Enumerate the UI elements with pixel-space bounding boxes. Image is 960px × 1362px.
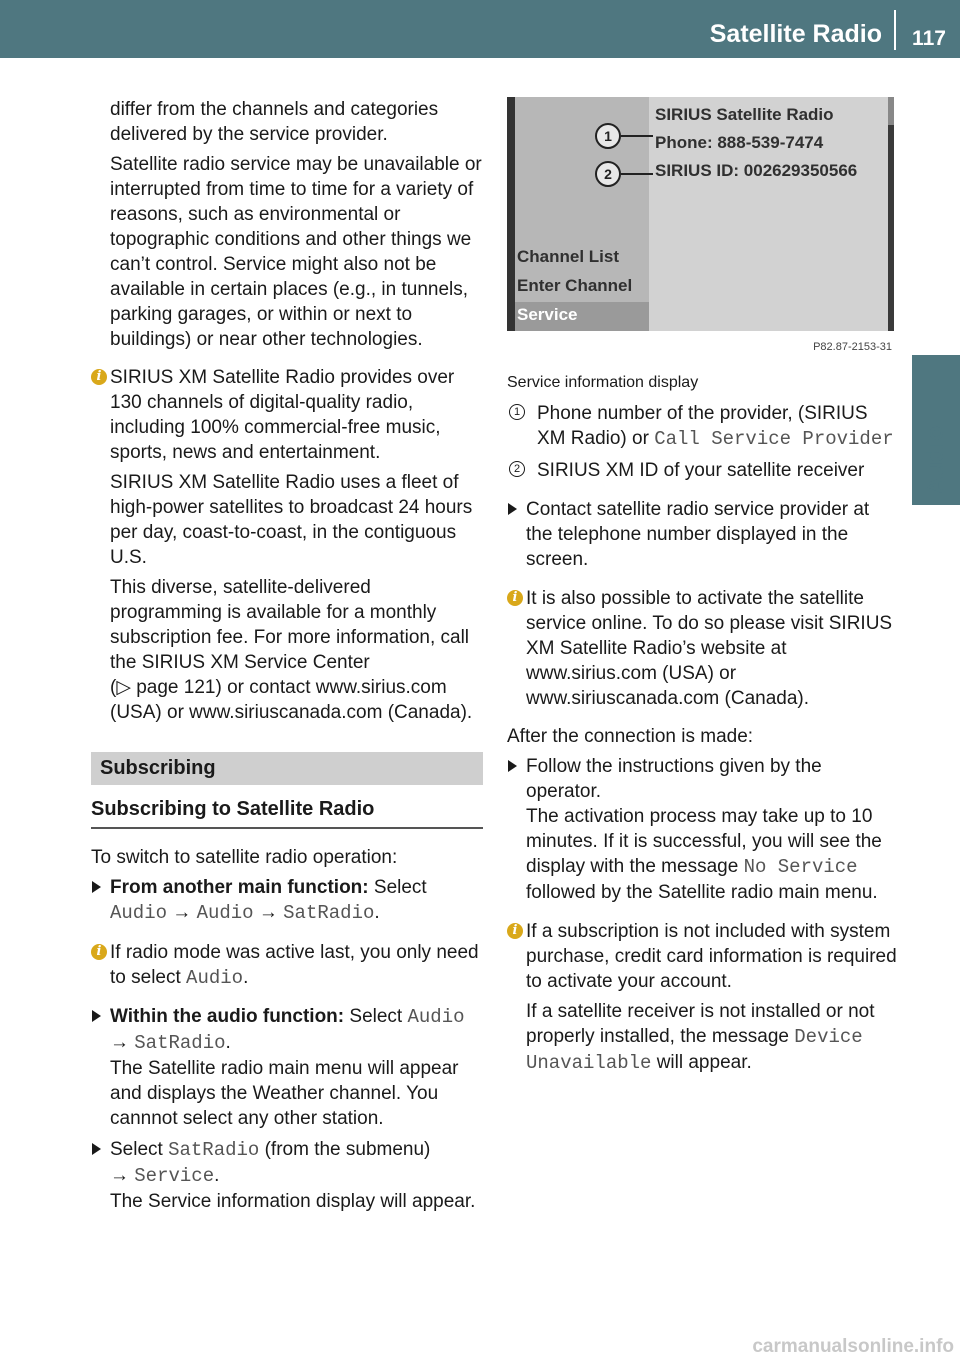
menu-path: SatRadio [168,1139,260,1161]
intro-text: differ from the channels and categories delivered by the service provider. [110,99,439,145]
page-number: 117 [912,27,946,50]
step-arrow-icon [92,1010,101,1022]
side-tab-label [912,415,960,505]
info-icon: i [91,944,107,960]
right-column [507,370,899,1081]
legend-item [507,458,899,483]
step-label: Within the audio function: [110,1006,345,1027]
step-text: Select [373,877,427,898]
screen-menu-item: Enter Channel [517,276,633,295]
step-item [91,1004,483,1131]
screen-sirius-id: SIRIUS ID: 002629350566 [655,161,858,180]
path-end: . [225,1032,231,1053]
step-detail: The Satellite radio main menu will appear and displays the Weather channel. You cannnot select any other station. [110,1058,459,1129]
info-text: It is also possible to activate the satellite service online. To do so please visit SIRIUS XM Satellite Radio’s website at www.sirius.com (USA) or www.siriuscanada.com (Canada). [526,588,893,709]
after-connection: After the connection is made: [507,726,754,747]
info-text: If radio mode was active last, you only need to select [110,942,479,988]
menu-path: Service [134,1165,215,1187]
step-item [91,1137,483,1214]
callout-2: 2 [595,161,621,187]
path-arrow: → [172,902,192,923]
footer-watermark: carmanualsonline.info [752,1336,954,1357]
path-end: . [374,902,380,923]
menu-path: SatRadio [134,1032,226,1054]
service-screen-image [507,97,894,331]
step-label: From another main function: [110,877,369,898]
legend-text: Phone number of the provider, (SIRIUS XM Radio) or [537,403,868,449]
info-text: will appear. [656,1052,752,1073]
info-icon: i [91,369,107,385]
step-arrow-icon [92,1143,101,1155]
legend-item [507,401,899,452]
info-note-channels [91,365,483,725]
step-arrow-icon [508,503,517,515]
page-header [0,0,960,58]
header-divider [894,10,896,50]
menu-path: Audio [186,967,244,989]
step-item [91,875,483,926]
path-arrow: → [110,1032,129,1053]
step-text: (from the submenu) [264,1139,431,1160]
legend-number: 2 [509,461,525,477]
switch-intro: To switch to satellite radio operation: [91,847,398,868]
info-icon: i [507,923,523,939]
path-arrow: → [258,902,278,923]
screen-scrollbar [888,97,894,331]
screen-menu-item: Channel List [517,247,620,266]
info-note-subscription [507,919,899,1076]
info-note-online [507,586,899,711]
info-page-ref: (▷ page 121) or contact www.sirius.com (USA) or www.siriuscanada.com (Canada). [110,677,473,723]
figure-caption: Service information display [507,374,699,391]
section-title: Subscribing [91,752,483,785]
callout-line [621,135,653,137]
menu-path: Audio [110,902,168,924]
info-icon: i [507,590,523,606]
footer [0,1332,960,1362]
menu-path: Audio [407,1006,465,1028]
step-detail: followed by the Satellite radio main menu. [526,882,878,903]
step-text: Select [110,1139,163,1160]
service-availability-text: Satellite radio service may be unavailable or interrupted from time to time for a variety of reasons, such as environmental or topographic conditions and other things we can’t control. Service might also not be available in certain places (e.g., in tunnels, parking garages, or within or next to buildings) or near other technologies. [110,154,482,350]
menu-path: SatRadio [283,902,375,924]
info-note-radio-mode [91,940,483,991]
menu-path: Audio [196,902,254,924]
step-text: Follow the instructions given by the operator. [526,756,822,802]
left-column [91,97,483,1220]
path-end: . [214,1165,220,1186]
info-text: This diverse, satellite-delivered programming is available for a monthly subscription fee. For more information, call the SIRIUS XM Service Center [110,577,470,673]
legend-text: SIRIUS XM ID of your satellite receiver [537,460,865,481]
info-text: SIRIUS XM Satellite Radio provides over 130 channels of digital-quality radio, including 100% commercial-free music, sports, news and entertainment. [110,367,455,463]
info-text: If a subscription is not included with system purchase, credit card information is required to activate your account. [526,921,897,992]
step-arrow-icon [92,881,101,893]
step-text: Select [349,1006,403,1027]
figure-reference: P82.87-2153-31 [813,341,892,353]
screen-phone: Phone: 888-539-7474 [655,133,824,152]
step-detail: The Service information display will appear. [110,1191,476,1212]
side-tab-text: Audio [922,426,949,494]
step-text: Contact satellite radio service provider at the telephone number displayed in the screen. [526,499,870,570]
callout-1: 1 [595,123,621,149]
step-arrow-icon [508,760,517,772]
screen-title: SIRIUS Satellite Radio [655,105,834,124]
subheading: Subscribing to Satellite Radio [91,785,483,829]
screen-menu-item-selected: Service [517,305,578,324]
message-mono: No Service [743,856,858,878]
message-mono: Device Unavailable [526,1026,863,1074]
info-text: SIRIUS XM Satellite Radio uses a fleet of high-power satellites to broadcast 24 hours per day, coast-to-coast, in the contiguous U.S. [110,472,473,568]
screen-scroll-thumb [888,97,894,125]
legend-number: 1 [509,404,525,420]
legend-mono: Call Service Provider [654,428,894,450]
step-item [507,497,899,572]
step-item [507,754,899,905]
info-text: If a satellite receiver is not installed or not properly installed, the message [526,1001,875,1047]
callout-line [621,173,653,175]
path-arrow: → [110,1165,129,1186]
header-title: Satellite Radio [709,20,882,48]
step-detail: The activation process may take up to 10 minutes. If it is successful, you will see the display with the message [526,806,882,877]
info-end: . [243,967,249,988]
screen-edge [507,97,515,331]
